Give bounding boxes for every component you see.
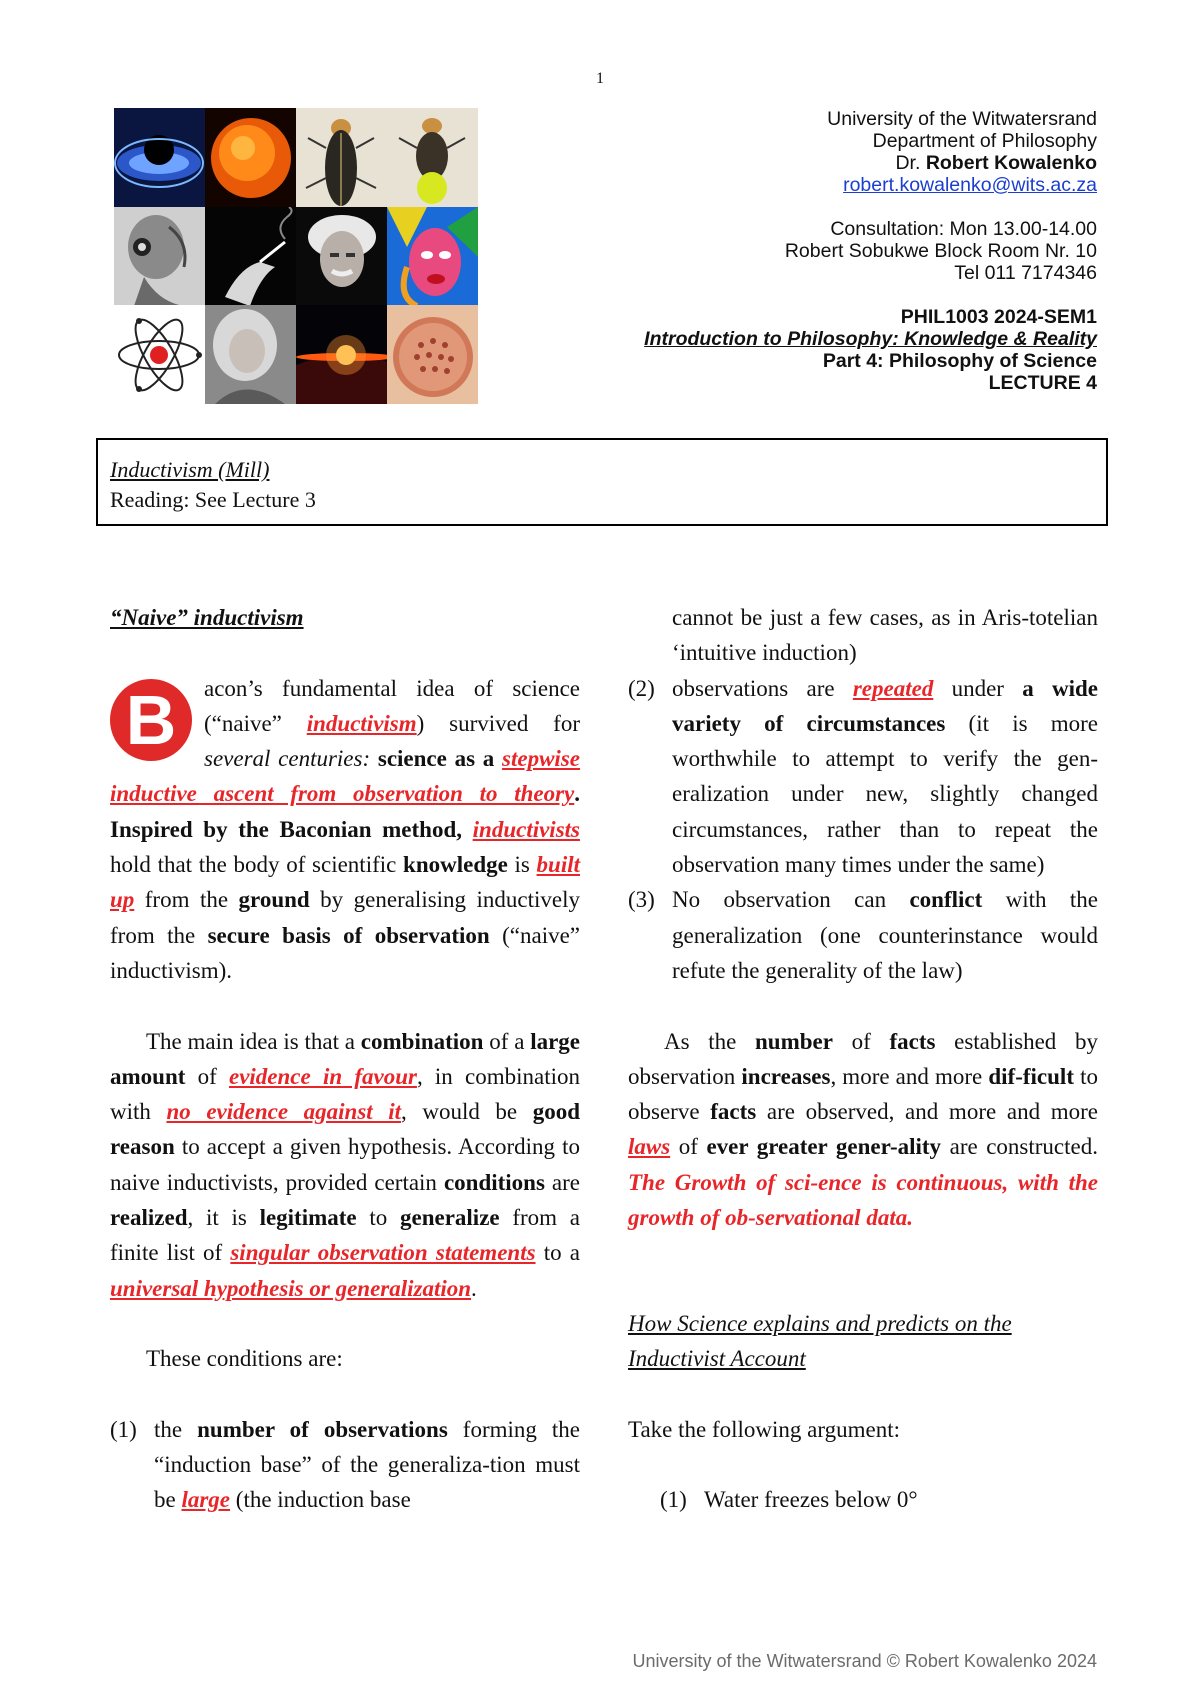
page-number: 1 <box>596 70 604 87</box>
premise-number: (1) <box>660 1487 687 1513</box>
subsection-heading: How Science explains and predicts on the Inductivist Account <box>628 1310 1012 1372</box>
sun-image <box>205 108 296 207</box>
firefly-image <box>296 108 387 207</box>
sunrise-space-image <box>296 305 387 404</box>
list-number: (2) <box>628 675 655 701</box>
list-number: (1) <box>110 1416 137 1442</box>
argument-premise <box>628 1482 1098 1517</box>
reading-note: Reading: See Lecture 3 <box>110 487 316 512</box>
section-heading: “Naive” inductivism <box>110 605 304 630</box>
list-item: (2) observations are repeated under a wide variety of circumstances (it is more worthwhile to attempt to verify the gen-eralization under new, slightly changed circumstances, rather than to repeat the observation many times under the same) <box>628 671 1098 883</box>
newton-portrait-image <box>205 305 296 404</box>
atom-diagram-image <box>114 305 205 404</box>
email-link[interactable]: robert.kowalenko@wits.ac.za <box>843 174 1097 196</box>
conditions-intro: These conditions are: <box>146 1346 343 1372</box>
course-part: Part 4: Philosophy of Science <box>822 350 1097 372</box>
list-number: (3) <box>628 887 655 913</box>
lecturer-name-line <box>644 152 1097 174</box>
paragraph-main-idea: The main idea is that a combination of a large amount of evidence in favour, in combination with no evidence against it, would be good reason to accept a given hypothesis. According to naive inductivists, provided certain conditions are realized, it is legitimate to generalize from a finite list of singular observation statements to a universal hypothesis or generalization. <box>110 1028 581 1301</box>
left-column <box>110 600 580 1518</box>
paragraph-growth: As the number of facts established by observation increases, more and more dif-ficult to observe facts are observed, and more and more laws of ever greater gener-ality are constructed. The Growth of sci-ence is continuous, with the growth of ob-servational data. <box>628 1028 1098 1231</box>
right-column <box>628 600 1098 1518</box>
office-room: Robert Sobukwe Block Room Nr. 10 <box>784 240 1097 262</box>
course-title: Introduction to Philosophy: Knowledge & Reality <box>644 328 1097 350</box>
list-item: (3) No observation can conflict with the generalization (one counterinstance would refute the generality of the law) <box>628 882 1098 988</box>
course-code: PHIL1003 2024-SEM1 <box>900 306 1097 328</box>
lecture-number: LECTURE 4 <box>988 372 1097 394</box>
premise-text: Water freezes below 0° <box>704 1487 918 1513</box>
page-footer: University of the Witwatersrand © Robert Kowalenko 2024 <box>632 1651 1097 1671</box>
list-item-continuation: cannot be just a few cases, as in Aris-totelian ‘intuitive induction) <box>672 605 1098 666</box>
consultation-hours: Consultation: Mon 13.00-14.00 <box>830 218 1097 240</box>
anatomy-image <box>114 207 205 306</box>
colorful-face-painting-image <box>387 207 478 306</box>
black-hole-image <box>114 108 205 207</box>
lecturer-info <box>644 108 1097 394</box>
science-image-collage <box>114 108 478 404</box>
list-item: (1) the number of observations forming the “induction base” of the generaliza-tion must be large (the induction base <box>110 1412 580 1518</box>
department-name: Department of Philosophy <box>872 130 1097 152</box>
telephone: Tel 011 7174346 <box>954 262 1097 284</box>
firefly-glow-image <box>387 108 478 207</box>
argument-intro: Take the following argument: <box>628 1416 900 1442</box>
topic-title: Inductivism (Mill) <box>110 457 270 482</box>
lecturer-name: Robert Kowalenko <box>925 152 1097 174</box>
topic-box <box>96 438 1108 526</box>
einstein-portrait-image <box>296 207 387 306</box>
paragraph-intro: B acon’s fundamental idea of science (“naive” inductivism) survived for several centuries: science as a stepwise inductive ascent from observation to theory. Inspired by the Baconian method, inductivists hold that the body of scientific knowledge is built up from the ground by generalising inductively from the secure basis of observation (“naive” inductivism). <box>110 675 581 983</box>
name-prefix: Dr. <box>895 152 921 174</box>
cells-image <box>387 305 478 404</box>
drop-cap: B <box>110 679 192 761</box>
university-name: University of the Witwatersrand <box>827 108 1097 130</box>
smoking-hand-image <box>205 207 296 306</box>
